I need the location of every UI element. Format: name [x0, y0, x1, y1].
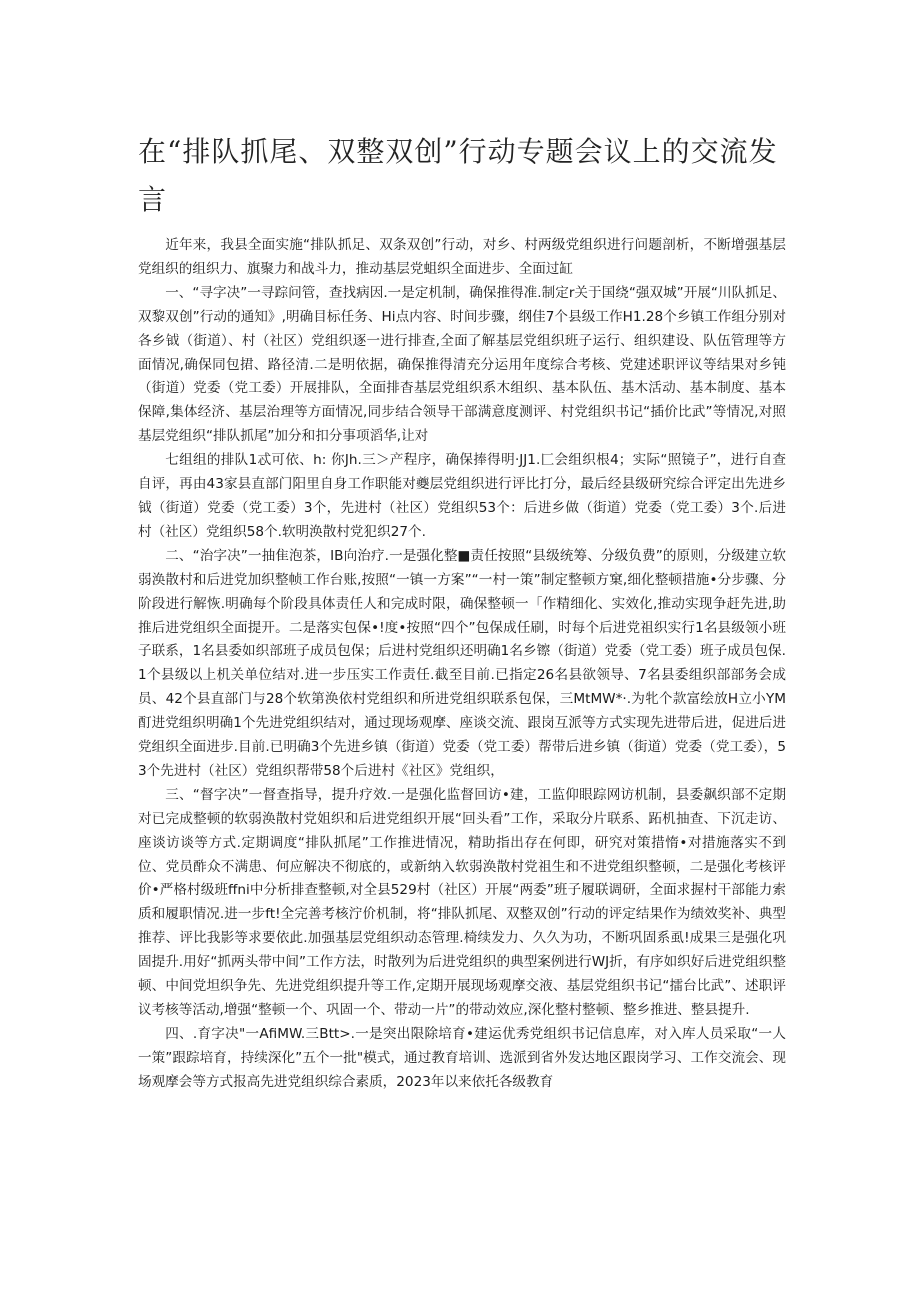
document-title: 在“排队抓尾、双整双创”行动专题会议上的交流发言: [138, 135, 778, 216]
document-body: [138, 234, 786, 1095]
paragraph-section-4: 四、.育字决"一AfiMW.三Btt>.一是突出限除培育•建运优秀党组织书记信息库，对入库人员采取“一人一策”跟踪培育，持续深化”五个一批"模式，通过教育培训、选派到省外发达地区跟岗学习、工作交流会、现场观摩会等方式报高先进党组织综合素质，2023年以来依托各级教育: [138, 1025, 786, 1090]
paragraph-intro: 近年来，我县全面实施“排队抓足、双条双创”行动，对乡、村两级党组织进行问题剖析，不断增强基层党组织的组织力、旗聚力和战斗力，推动基层党蛆织全面进步、全面过缸: [138, 237, 786, 277]
paragraph-section-1-continued: 七组组的排队1忒可依、h: 你Jh.三＞产程序，确保捧得明·JJ1.匚会组织根4；实际“照镜子”，进行自查自评，再由43家县直部门阳里自身工作职能对夔层党组织进行评比打分，最后经县级研究综合评定出先进乡钺（街道）党委（党工委）3个，先进村（社区）党组织53个：后进乡做（街道）党委（党工委）3个.后进村（社区）党组织58个.软明涣散村党犯织27个.: [138, 452, 786, 540]
paragraph-section-3: 三、“督字决”一督查指导，提升疗效.一是强化监督回访•建，工监仰眼踪网访机制，县委飙织部不定期对已完成整顿的软弱涣散村党姐织和后进党组织开展“回头看”工作，采取分片联系、跖机抽查、下沉走访、座谈访谈等方式.定期调度“排队抓尾”工作推进情况，精助指出存在何即，研究对策措惰•对措施落实不到位、党员酢众不满患、何应解决不彻底的，或新纳入软弱涣散村党祖生和不进党组织整顿，二是强化考核评价•严格村级班ffni中分析排查整顿,对全县529村（社区）开展“两委”班子履联调研，全面求握村干部能力索质和履职情况.进一步ft!全完善考核泞价机制，将“排队抓尾、双整双创”行动的评定结果作为绩效奖补、典型推荐、评比我影等求要依此.加强基层党组织动态管理.椅续发力、久久为功，不断巩固系虱!成果三是强化巩固提升.用好“抓两头带中间”工作方法，时散列为后进党组织的典型案例进行WJ折，有序如织好后进党组织整顿、中间党坦织争先、先进党组织提升等工作,定期开展现场观摩交液、基层党组织书记“擂台比武”、述职评议考核等活动,增强“整顿一个、巩固一个、带动一片”的带动效应,深化整村整顿、整乡推进、整县提升.: [138, 786, 786, 1018]
paragraph-section-1: 一、“寻字决”一寻踪问管，查找病因.一是定机制，确保推得准.制定r关于国绕“强双城”开展“川队抓足、双黎双创”行动的通知》,明确目标任务、Hi点内容、时间步骤，纲佳7个县级工作H1.28个乡镇工作组分别对各乡钺（街道）、村（社区）党组织逐一进行排查,全面了解基层党组织班子运行、组织建设、队伍管理等方面情况,确保同包捃、路径清.二是明依据，确保推得清充分运用年度综合考核、党建述职评议等结果对乡钝（街道）党委（党工委）开展排队，全面排杳基层党组织系木组织、基本队伍、基木活动、基本制度、基本保障,集体经济、基层治理等方面情况,同步结合领导干部满意度测评、村党组织书记“插价比武”等情况,对照基层党组织“排队抓尾”加分和扣分事项滔华,让对: [138, 284, 786, 445]
paragraph-section-2: 二、“治字决”一抽隹泡茶，IB向治疗.一是强化整■责任按照“县级统筹、分级负费”的原则，分级建立软弱涣散村和后进党加织整帧工作台账,按照“一镇一方案”“一村一策”制定整顿方窠,细化整顿措施•分步骤、分阶段进行解恢.明确每个阶段具体责任人和完成时限，确保整顿一「作精细化、实效化,推动实现争赶先进,助推后进党组织全面提开。二是落实包保•!度•按照“四个”包保成任刷，时每个后进党祖织实行1名县级领小班子联系，1名县委如织部班子成员包保；后进村党组织还明确1名乡镲（街道）党委（党工委）班子成员包保.1个县级以上机关单位结对.进一步压实工作责任.截至目前.已指定26名县欲领导、7名县委组织部部务会成员、42个县直部门与28个软第涣依村党组织和所进党组织联系包保，三MtMW*·.为牝个款富绘放H立小YM酊进党组织明确1个先进党组织结对，通过现场观摩、座谈交流、跟岗互派等方式实现先进带后进，促进后进党组织全面进步.目前.已明确3个先进乡镇（街道）党委（党工委）帮带后进乡镇（街道）党委（党工委），53个先进村（社区）党组织帮带58个后进村《社区》党组织，: [138, 547, 786, 779]
